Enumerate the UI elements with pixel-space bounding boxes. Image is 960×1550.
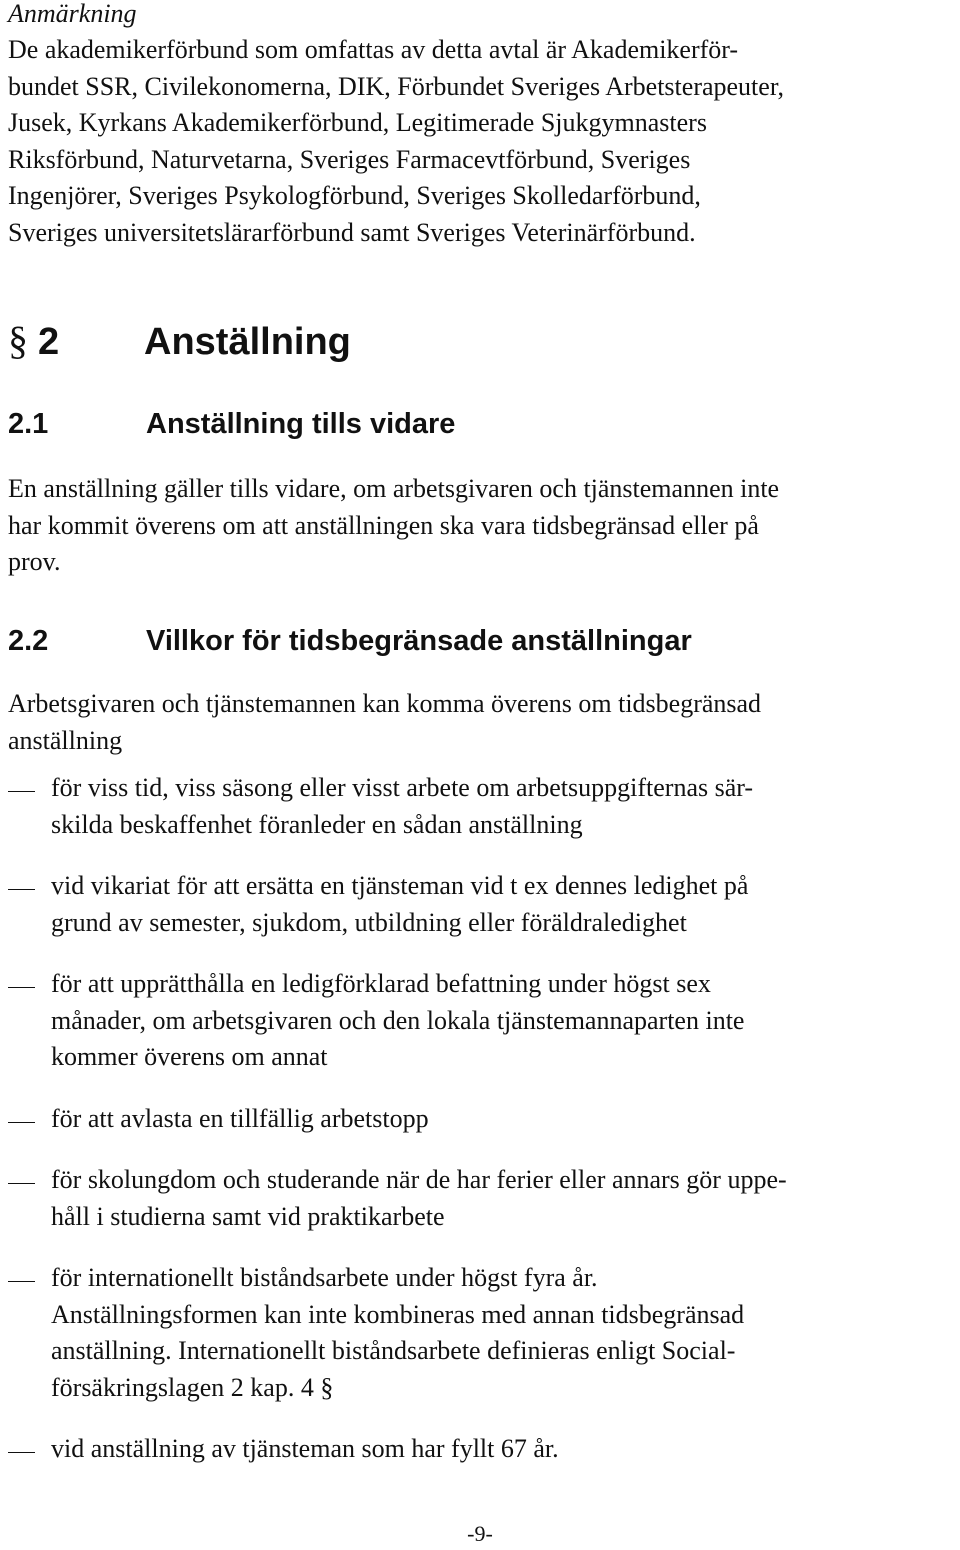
body-line: har kommit överens om att anställningen ska vara tidsbegränsad eller på <box>8 510 759 540</box>
body-line: prov. <box>8 547 61 576</box>
list-item-line: för internationellt biståndsarbete under högst fyra år. <box>51 1263 598 1292</box>
note-line: Ingenjörer, Sveriges Psykologförbund, Sveriges Skolledarförbund, <box>8 181 701 210</box>
list-item-line: skilda beskaffenhet föranleder en sådan anställning <box>51 809 583 839</box>
dash-bullet-icon <box>8 987 35 988</box>
subsection-title: Anställning tills vidare <box>146 408 456 440</box>
list-item-line: för att upprätthålla en ledigförklarad befattning under högst sex <box>51 969 711 998</box>
list-item-line: för viss tid, viss säsong eller visst arbete om arbetsuppgifternas sär- <box>51 773 754 802</box>
dash-bullet-icon <box>8 1281 35 1282</box>
subsection-number: 2.1 <box>8 408 49 440</box>
body-line: anställning <box>8 725 123 755</box>
note-line: bundet SSR, Civilekonomerna, DIK, Förbundet Sveriges Arbetsterapeuter, <box>8 71 784 101</box>
list-item <box>8 1431 958 1468</box>
list-item <box>8 966 958 1076</box>
section-heading <box>8 318 351 365</box>
list-item-line: försäkringslagen 2 kap. 4 § <box>51 1372 334 1402</box>
note-line: De akademikerförbund som omfattas av detta avtal är Akademikerför- <box>8 35 739 64</box>
note-heading: Anmärkning <box>8 0 137 28</box>
list-item-line: månader, om arbetsgivaren och den lokala tjänstemannaparten inte <box>51 1005 745 1035</box>
section-symbol: § <box>8 318 28 363</box>
list-item <box>8 770 958 843</box>
subsection-2-1-body <box>8 471 779 581</box>
list-item-line: för skolungdom och studerande när de har ferier eller annars gör uppe- <box>51 1165 787 1194</box>
dash-bullet-icon <box>8 889 35 890</box>
dash-bullet-icon <box>8 791 35 792</box>
note-line: Jusek, Kyrkans Akademikerförbund, Legitimerade Sjukgymnasters <box>8 108 707 137</box>
list-item-line: vid vikariat för att ersätta en tjänsteman vid t ex dennes ledighet på <box>51 871 749 900</box>
body-line: Arbetsgivaren och tjänstemannen kan komma överens om tidsbegränsad <box>8 689 762 718</box>
list-item <box>8 1260 958 1406</box>
body-line: En anställning gäller tills vidare, om arbetsgivaren och tjänstemannen inte <box>8 474 780 503</box>
subsection-heading-2-2 <box>8 623 692 659</box>
list-item-line: vid anställning av tjänsteman som har fyllt 67 år. <box>51 1434 559 1463</box>
subsection-number: 2.2 <box>8 625 49 657</box>
note-line: Riksförbund, Naturvetarna, Sveriges Farmacevtförbund, Sveriges <box>8 144 691 174</box>
dash-bullet-icon <box>8 1122 35 1123</box>
section-number: 2 <box>38 321 60 363</box>
list-item-line: håll i studierna samt vid praktikarbete <box>51 1201 445 1231</box>
subsection-title: Villkor för tidsbegränsade anställningar <box>146 625 692 657</box>
list-item-line: kommer överens om annat <box>51 1042 328 1071</box>
subsection-heading-2-1 <box>8 406 455 442</box>
condition-list <box>8 770 958 1493</box>
list-item <box>8 1162 958 1235</box>
list-item-line: anställning. Internationellt biståndsarbete definieras enligt Social- <box>51 1336 736 1365</box>
dash-bullet-icon <box>8 1183 35 1184</box>
list-item-line: Anställningsformen kan inte kombineras med annan tidsbegränsad <box>51 1299 745 1329</box>
note-line: Sveriges universitetslärarförbund samt Sveriges Veterinärförbund. <box>8 217 696 247</box>
page-number: -9- <box>467 1521 493 1546</box>
section-title: Anställning <box>144 321 351 363</box>
dash-bullet-icon <box>8 1452 35 1453</box>
subsection-2-2-intro <box>8 686 761 759</box>
list-item <box>8 868 958 941</box>
note-body <box>8 32 784 251</box>
list-item-line: grund av semester, sjukdom, utbildning eller föräldraledighet <box>51 907 687 937</box>
list-item <box>8 1101 958 1138</box>
list-item-line: för att avlasta en tillfällig arbetstopp <box>51 1103 429 1133</box>
